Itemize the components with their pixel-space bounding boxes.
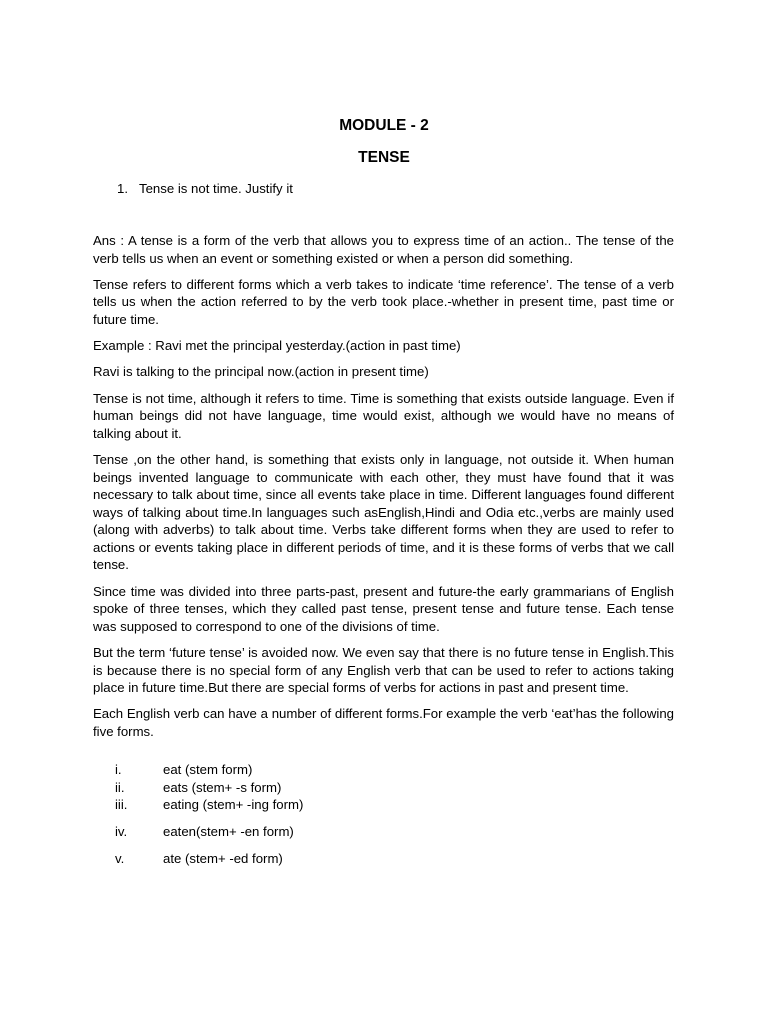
list-item-text: eats (stem+ -s form) xyxy=(163,779,282,795)
list-item-text: eat (stem form) xyxy=(163,762,253,777)
list-item xyxy=(93,796,674,814)
paragraph-future-tense: But the term ‘future tense’ is avoided now. We even say that there is no future tense in English.This is because there is no special form of any English verb that can be used to refer to actions taking place in future time.But there are special forms of verbs for actions in past and present time. xyxy=(93,645,674,696)
list-item xyxy=(93,779,674,797)
paragraph-tense-in-language: Tense ,on the other hand, is something that exists only in language, not outside it. When human beings invented language to communicate with each other, they must have found that it was necessary to talk about time, since all events take place in time. Different languages found different ways of talking about time.In languages such asEnglish,Hindi and Odia etc.,verbs are mainly used (along with adverbs) to talk about time. Verbs take different forms when they are used to refer to actions or events taking place in different periods of time, and it is these forms of verbs that we call tense. xyxy=(93,451,674,573)
list-item xyxy=(93,850,674,868)
paragraph-example-present: Ravi is talking to the principal now.(action in present time) xyxy=(93,364,429,380)
question xyxy=(117,180,293,198)
verb-forms-list xyxy=(93,761,674,868)
paragraph-verb-forms-intro: Each English verb can have a number of different forms.For example the verb ‘eat’has the following five forms. xyxy=(93,706,674,739)
list-item xyxy=(93,761,674,779)
list-numeral: v. xyxy=(115,851,125,867)
list-numeral: iv. xyxy=(115,824,128,840)
list-numeral: i. xyxy=(115,762,122,777)
topic-heading: TENSE xyxy=(358,149,410,166)
paragraph-tense-definition: Tense refers to different forms which a verb takes to indicate ‘time reference’. The tense of a verb tells us when the action referred to by the verb took place.-whether in present time, past time or future time. xyxy=(93,276,674,327)
paragraph-three-tenses: Since time was divided into three parts-past, present and future-the early grammarians of English spoke of three tenses, which they called past tense, present tense and future tense. Each tense was supposed to correspond to one of the divisions of time. xyxy=(93,583,674,634)
paragraph-example-past: Example : Ravi met the principal yesterday.(action in past time) xyxy=(93,338,461,354)
paragraph-answer: Ans : A tense is a form of the verb that allows you to express time of an action.. The tense of the verb tells us when an event or something existed or when a person did something. xyxy=(93,233,674,266)
question-text: Tense is not time. Justify it xyxy=(139,181,293,196)
list-item-text: ate (stem+ -ed form) xyxy=(163,851,283,867)
list-item xyxy=(93,823,674,841)
list-item-text: eaten(stem+ -en form) xyxy=(163,824,294,840)
module-heading: MODULE - 2 xyxy=(339,117,429,134)
list-numeral: iii. xyxy=(115,797,128,813)
paragraph-tense-not-time: Tense is not time, although it refers to time. Time is something that exists outside language. Even if human beings did not have language, time would exist, although we would have no means of talking about it. xyxy=(93,390,674,441)
answer-body xyxy=(93,232,674,749)
question-number: 1. xyxy=(117,181,128,196)
list-item-text: eating (stem+ -ing form) xyxy=(163,797,304,813)
list-numeral: ii. xyxy=(115,779,125,795)
